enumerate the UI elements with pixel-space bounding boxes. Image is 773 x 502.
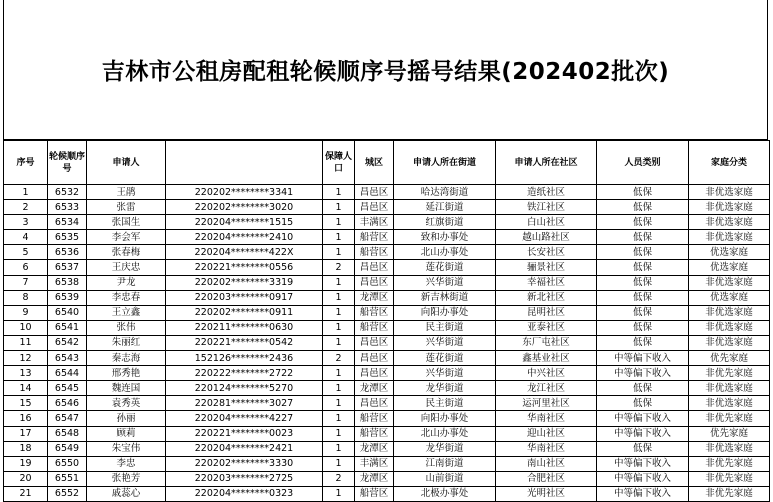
cell-seq: 16 xyxy=(4,411,48,426)
table-row xyxy=(4,245,770,260)
cell-name: 尹龙 xyxy=(87,275,166,290)
cell-name: 李忠春 xyxy=(87,290,166,305)
table-row xyxy=(4,471,770,486)
cell-district: 船营区 xyxy=(355,411,394,426)
cell-family: 非优选家庭 xyxy=(689,396,770,411)
cell-queue: 6532 xyxy=(48,185,87,200)
cell-category: 中等偏下收入 xyxy=(597,456,689,471)
cell-family: 非优选家庭 xyxy=(689,305,770,320)
cell-category: 中等偏下收入 xyxy=(597,486,689,501)
cell-name: 魏连国 xyxy=(87,381,166,396)
cell-id: 220281********3027 xyxy=(166,396,323,411)
cell-queue: 6539 xyxy=(48,290,87,305)
table-row xyxy=(4,366,770,381)
cell-street: 莲花街道 xyxy=(394,260,496,275)
cell-queue: 6548 xyxy=(48,426,87,441)
table-row xyxy=(4,396,770,411)
cell-family: 非优选家庭 xyxy=(689,320,770,335)
cell-category: 低保 xyxy=(597,441,689,456)
cell-id: 220202********3330 xyxy=(166,456,323,471)
header-row xyxy=(4,141,770,185)
cell-queue: 6552 xyxy=(48,486,87,501)
cell-community: 越山路社区 xyxy=(496,230,597,245)
cell-community: 东厂屯社区 xyxy=(496,335,597,350)
cell-seq: 3 xyxy=(4,215,48,230)
cell-queue: 6544 xyxy=(48,366,87,381)
cell-people: 1 xyxy=(323,335,355,350)
cell-people: 1 xyxy=(323,426,355,441)
cell-district: 昌邑区 xyxy=(355,200,394,215)
cell-district: 昌邑区 xyxy=(355,185,394,200)
cell-district: 龙潭区 xyxy=(355,441,394,456)
cell-seq: 15 xyxy=(4,396,48,411)
cell-street: 江南街道 xyxy=(394,456,496,471)
header-household: 保障人口 xyxy=(323,141,355,185)
header-seq: 序号 xyxy=(4,141,48,185)
cell-name: 李忠 xyxy=(87,456,166,471)
cell-category: 低保 xyxy=(597,185,689,200)
cell-people: 1 xyxy=(323,411,355,426)
cell-community: 白山社区 xyxy=(496,215,597,230)
cell-district: 昌邑区 xyxy=(355,351,394,366)
header-community: 申请人所在社区 xyxy=(496,141,597,185)
cell-street: 延江街道 xyxy=(394,200,496,215)
cell-category: 低保 xyxy=(597,200,689,215)
cell-people: 1 xyxy=(323,456,355,471)
cell-category: 低保 xyxy=(597,335,689,350)
cell-community: 骊景社区 xyxy=(496,260,597,275)
cell-community: 造纸社区 xyxy=(496,185,597,200)
cell-queue: 6543 xyxy=(48,351,87,366)
header-district: 城区 xyxy=(355,141,394,185)
cell-street: 兴华街道 xyxy=(394,275,496,290)
cell-name: 张伟 xyxy=(87,320,166,335)
cell-id: 220221********0542 xyxy=(166,335,323,350)
cell-category: 中等偏下收入 xyxy=(597,411,689,426)
header-street: 申请人所在街道 xyxy=(394,141,496,185)
page-title: 吉林市公租房配租轮候顺序号摇号结果(202402批次) xyxy=(101,59,670,85)
cell-community: 合肥社区 xyxy=(496,471,597,486)
cell-id: 220211********0630 xyxy=(166,320,323,335)
cell-queue: 6533 xyxy=(48,200,87,215)
cell-category: 低保 xyxy=(597,260,689,275)
cell-family: 优选家庭 xyxy=(689,245,770,260)
table-row xyxy=(4,351,770,366)
cell-district: 龙潭区 xyxy=(355,471,394,486)
cell-id: 220202********3020 xyxy=(166,200,323,215)
cell-street: 民主街道 xyxy=(394,396,496,411)
cell-district: 船营区 xyxy=(355,245,394,260)
cell-category: 中等偏下收入 xyxy=(597,366,689,381)
cell-community: 运河里社区 xyxy=(496,396,597,411)
table-row xyxy=(4,335,770,350)
cell-street: 哈达湾街道 xyxy=(394,185,496,200)
cell-category: 低保 xyxy=(597,320,689,335)
cell-category: 低保 xyxy=(597,275,689,290)
cell-district: 船营区 xyxy=(355,305,394,320)
table-row xyxy=(4,200,770,215)
cell-community: 亚泰社区 xyxy=(496,320,597,335)
cell-seq: 17 xyxy=(4,426,48,441)
cell-queue: 6536 xyxy=(48,245,87,260)
cell-community: 华南社区 xyxy=(496,411,597,426)
cell-name: 顾莉 xyxy=(87,426,166,441)
cell-seq: 2 xyxy=(4,200,48,215)
cell-queue: 6545 xyxy=(48,381,87,396)
cell-queue: 6549 xyxy=(48,441,87,456)
cell-district: 龙潭区 xyxy=(355,290,394,305)
cell-queue: 6546 xyxy=(48,396,87,411)
cell-queue: 6538 xyxy=(48,275,87,290)
cell-seq: 4 xyxy=(4,230,48,245)
cell-community: 铁江社区 xyxy=(496,200,597,215)
cell-community: 鑫基业社区 xyxy=(496,351,597,366)
cell-family: 优选家庭 xyxy=(689,290,770,305)
header-category: 人员类别 xyxy=(597,141,689,185)
cell-street: 新吉林街道 xyxy=(394,290,496,305)
cell-queue: 6550 xyxy=(48,456,87,471)
cell-street: 北山办事处 xyxy=(394,426,496,441)
cell-people: 1 xyxy=(323,305,355,320)
cell-family: 非优选家庭 xyxy=(689,200,770,215)
cell-name: 王立鑫 xyxy=(87,305,166,320)
cell-queue: 6540 xyxy=(48,305,87,320)
cell-people: 2 xyxy=(323,260,355,275)
title-cell xyxy=(3,0,768,140)
cell-id: 220204********422X xyxy=(166,245,323,260)
cell-name: 朱宝伟 xyxy=(87,441,166,456)
cell-family: 非优先家庭 xyxy=(689,456,770,471)
cell-category: 中等偏下收入 xyxy=(597,351,689,366)
cell-family: 非优先家庭 xyxy=(689,411,770,426)
cell-seq: 1 xyxy=(4,185,48,200)
cell-people: 1 xyxy=(323,200,355,215)
cell-community: 华南社区 xyxy=(496,441,597,456)
cell-family: 非优选家庭 xyxy=(689,230,770,245)
table-row xyxy=(4,456,770,471)
cell-seq: 9 xyxy=(4,305,48,320)
cell-queue: 6535 xyxy=(48,230,87,245)
cell-name: 袁秀英 xyxy=(87,396,166,411)
table-row xyxy=(4,320,770,335)
cell-queue: 6534 xyxy=(48,215,87,230)
cell-queue: 6542 xyxy=(48,335,87,350)
cell-community: 新北社区 xyxy=(496,290,597,305)
cell-family: 非优选家庭 xyxy=(689,381,770,396)
cell-district: 昌邑区 xyxy=(355,260,394,275)
cell-community: 长安社区 xyxy=(496,245,597,260)
cell-people: 1 xyxy=(323,381,355,396)
cell-family: 优先家庭 xyxy=(689,351,770,366)
cell-category: 中等偏下收入 xyxy=(597,471,689,486)
header-family-class: 家庭分类 xyxy=(689,141,770,185)
cell-seq: 10 xyxy=(4,320,48,335)
cell-people: 1 xyxy=(323,275,355,290)
cell-seq: 21 xyxy=(4,486,48,501)
cell-community: 南山社区 xyxy=(496,456,597,471)
cell-id: 220204********2410 xyxy=(166,230,323,245)
cell-family: 非优先家庭 xyxy=(689,486,770,501)
cell-family: 非优选家庭 xyxy=(689,275,770,290)
cell-category: 低保 xyxy=(597,215,689,230)
cell-id: 220222********2722 xyxy=(166,366,323,381)
cell-street: 向阳办事处 xyxy=(394,411,496,426)
cell-community: 昆明社区 xyxy=(496,305,597,320)
cell-name: 张国生 xyxy=(87,215,166,230)
cell-street: 龙华街道 xyxy=(394,381,496,396)
cell-street: 兴华街道 xyxy=(394,366,496,381)
cell-name: 孙丽 xyxy=(87,411,166,426)
cell-district: 昌邑区 xyxy=(355,396,394,411)
table-row xyxy=(4,305,770,320)
cell-district: 昌邑区 xyxy=(355,275,394,290)
cell-id: 152126********2436 xyxy=(166,351,323,366)
cell-queue: 6541 xyxy=(48,320,87,335)
cell-seq: 19 xyxy=(4,456,48,471)
table-row xyxy=(4,275,770,290)
cell-seq: 5 xyxy=(4,245,48,260)
cell-category: 低保 xyxy=(597,290,689,305)
cell-people: 1 xyxy=(323,245,355,260)
cell-community: 光明社区 xyxy=(496,486,597,501)
table-row xyxy=(4,381,770,396)
cell-people: 1 xyxy=(323,396,355,411)
cell-family: 非优选家庭 xyxy=(689,185,770,200)
cell-people: 1 xyxy=(323,290,355,305)
cell-district: 船营区 xyxy=(355,320,394,335)
header-id-no xyxy=(166,141,323,185)
cell-people: 2 xyxy=(323,351,355,366)
cell-seq: 12 xyxy=(4,351,48,366)
cell-id: 220202********3319 xyxy=(166,275,323,290)
cell-people: 1 xyxy=(323,441,355,456)
cell-district: 船营区 xyxy=(355,486,394,501)
cell-name: 秦志海 xyxy=(87,351,166,366)
cell-community: 中兴社区 xyxy=(496,366,597,381)
cell-category: 低保 xyxy=(597,381,689,396)
cell-street: 北山办事处 xyxy=(394,245,496,260)
cell-name: 张艳芳 xyxy=(87,471,166,486)
cell-people: 1 xyxy=(323,366,355,381)
cell-people: 2 xyxy=(323,471,355,486)
cell-seq: 11 xyxy=(4,335,48,350)
cell-seq: 14 xyxy=(4,381,48,396)
cell-id: 220202********0911 xyxy=(166,305,323,320)
cell-street: 红旗街道 xyxy=(394,215,496,230)
cell-id: 220221********0023 xyxy=(166,426,323,441)
cell-district: 昌邑区 xyxy=(355,335,394,350)
cell-name: 邢秀艳 xyxy=(87,366,166,381)
cell-name: 张春梅 xyxy=(87,245,166,260)
cell-family: 非优选家庭 xyxy=(689,335,770,350)
cell-people: 1 xyxy=(323,215,355,230)
cell-street: 民主街道 xyxy=(394,320,496,335)
cell-seq: 18 xyxy=(4,441,48,456)
results-table xyxy=(3,140,770,502)
cell-community: 龙江社区 xyxy=(496,381,597,396)
cell-family: 非优先家庭 xyxy=(689,366,770,381)
cell-id: 220203********0917 xyxy=(166,290,323,305)
cell-people: 1 xyxy=(323,486,355,501)
cell-family: 优选家庭 xyxy=(689,260,770,275)
table-row xyxy=(4,260,770,275)
cell-family: 非优选家庭 xyxy=(689,441,770,456)
cell-seq: 13 xyxy=(4,366,48,381)
header-queue-no: 轮候顺序号 xyxy=(48,141,87,185)
cell-name: 王庆忠 xyxy=(87,260,166,275)
table-row xyxy=(4,230,770,245)
table-row xyxy=(4,185,770,200)
table-row xyxy=(4,290,770,305)
cell-people: 1 xyxy=(323,230,355,245)
cell-community: 迎山社区 xyxy=(496,426,597,441)
cell-queue: 6537 xyxy=(48,260,87,275)
cell-street: 兴华街道 xyxy=(394,335,496,350)
cell-community: 幸福社区 xyxy=(496,275,597,290)
cell-name: 王鹃 xyxy=(87,185,166,200)
cell-id: 220124********5270 xyxy=(166,381,323,396)
cell-seq: 6 xyxy=(4,260,48,275)
cell-family: 非优先家庭 xyxy=(689,471,770,486)
table-row xyxy=(4,486,770,501)
cell-family: 非优选家庭 xyxy=(689,215,770,230)
cell-name: 李会军 xyxy=(87,230,166,245)
cell-seq: 7 xyxy=(4,275,48,290)
cell-street: 北极办事处 xyxy=(394,486,496,501)
cell-id: 220204********1515 xyxy=(166,215,323,230)
cell-category: 低保 xyxy=(597,305,689,320)
cell-seq: 8 xyxy=(4,290,48,305)
header-applicant: 申请人 xyxy=(87,141,166,185)
cell-category: 低保 xyxy=(597,230,689,245)
table-row xyxy=(4,441,770,456)
cell-street: 向阳办事处 xyxy=(394,305,496,320)
spreadsheet xyxy=(3,0,769,500)
cell-district: 船营区 xyxy=(355,230,394,245)
cell-id: 220204********2421 xyxy=(166,441,323,456)
cell-category: 低保 xyxy=(597,245,689,260)
cell-people: 1 xyxy=(323,185,355,200)
cell-queue: 6551 xyxy=(48,471,87,486)
table-row xyxy=(4,426,770,441)
cell-id: 220204********0323 xyxy=(166,486,323,501)
cell-district: 船营区 xyxy=(355,426,394,441)
cell-people: 1 xyxy=(323,320,355,335)
cell-street: 致和办事处 xyxy=(394,230,496,245)
cell-queue: 6547 xyxy=(48,411,87,426)
cell-street: 山前街道 xyxy=(394,471,496,486)
cell-district: 丰满区 xyxy=(355,456,394,471)
cell-district: 龙潭区 xyxy=(355,381,394,396)
cell-id: 220204********4227 xyxy=(166,411,323,426)
cell-street: 龙华街道 xyxy=(394,441,496,456)
table-row xyxy=(4,215,770,230)
cell-name: 戚蕊心 xyxy=(87,486,166,501)
cell-family: 优先家庭 xyxy=(689,426,770,441)
cell-category: 低保 xyxy=(597,396,689,411)
cell-id: 220202********3341 xyxy=(166,185,323,200)
cell-name: 朱丽红 xyxy=(87,335,166,350)
cell-id: 220203********2725 xyxy=(166,471,323,486)
table-row xyxy=(4,411,770,426)
cell-street: 莲花街道 xyxy=(394,351,496,366)
cell-seq: 20 xyxy=(4,471,48,486)
cell-name: 张雷 xyxy=(87,200,166,215)
cell-district: 昌邑区 xyxy=(355,366,394,381)
cell-district: 丰满区 xyxy=(355,215,394,230)
cell-id: 220221********0556 xyxy=(166,260,323,275)
cell-category: 中等偏下收入 xyxy=(597,426,689,441)
